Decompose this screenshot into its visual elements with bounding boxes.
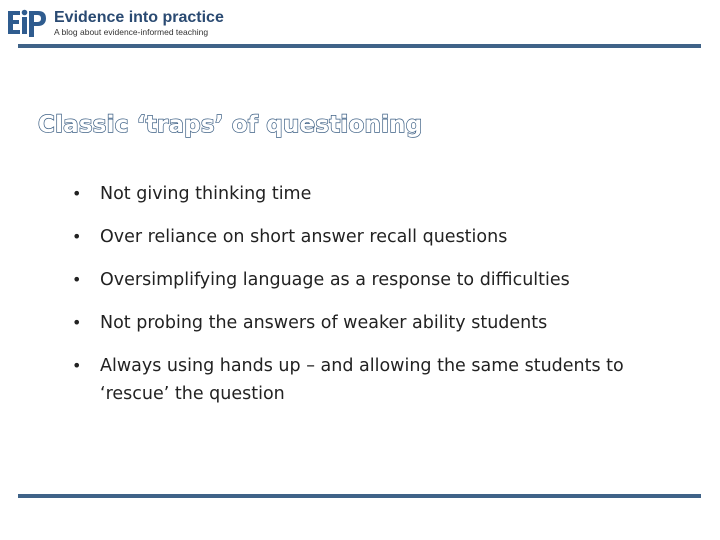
bullet-icon: •	[72, 356, 82, 375]
bullet-icon: •	[72, 227, 82, 246]
brand-subtitle: A blog about evidence-informed teaching	[54, 27, 209, 37]
bullet-item	[72, 223, 672, 251]
bullet-item	[72, 309, 672, 337]
bullet-item	[72, 180, 672, 208]
bullet-icon: •	[72, 313, 82, 332]
bottom-divider	[18, 494, 701, 498]
bullet-list	[72, 180, 672, 423]
bullet-text: Oversimplifying language as a response to difficulties	[100, 270, 570, 290]
bullet-item	[72, 266, 672, 294]
blog-header	[6, 4, 224, 42]
eip-logo-icon	[6, 5, 48, 41]
bullet-text: Not giving thinking time	[100, 184, 312, 204]
bullet-icon: •	[72, 184, 82, 203]
bullet-text: Not probing the answers of weaker ability students	[100, 313, 548, 333]
bullet-text: Always using hands up – and allowing the same students to ‘rescue’ the question	[100, 356, 624, 404]
brand	[54, 9, 224, 37]
bullet-icon: •	[72, 270, 82, 289]
brand-title: Evidence into practice	[54, 9, 224, 26]
eip-logo	[6, 5, 48, 41]
top-divider	[18, 44, 701, 48]
slide-title: Classic ‘traps’ of questioning	[38, 112, 423, 138]
bullet-item	[72, 352, 672, 408]
bullet-text: Over reliance on short answer recall questions	[100, 227, 508, 247]
